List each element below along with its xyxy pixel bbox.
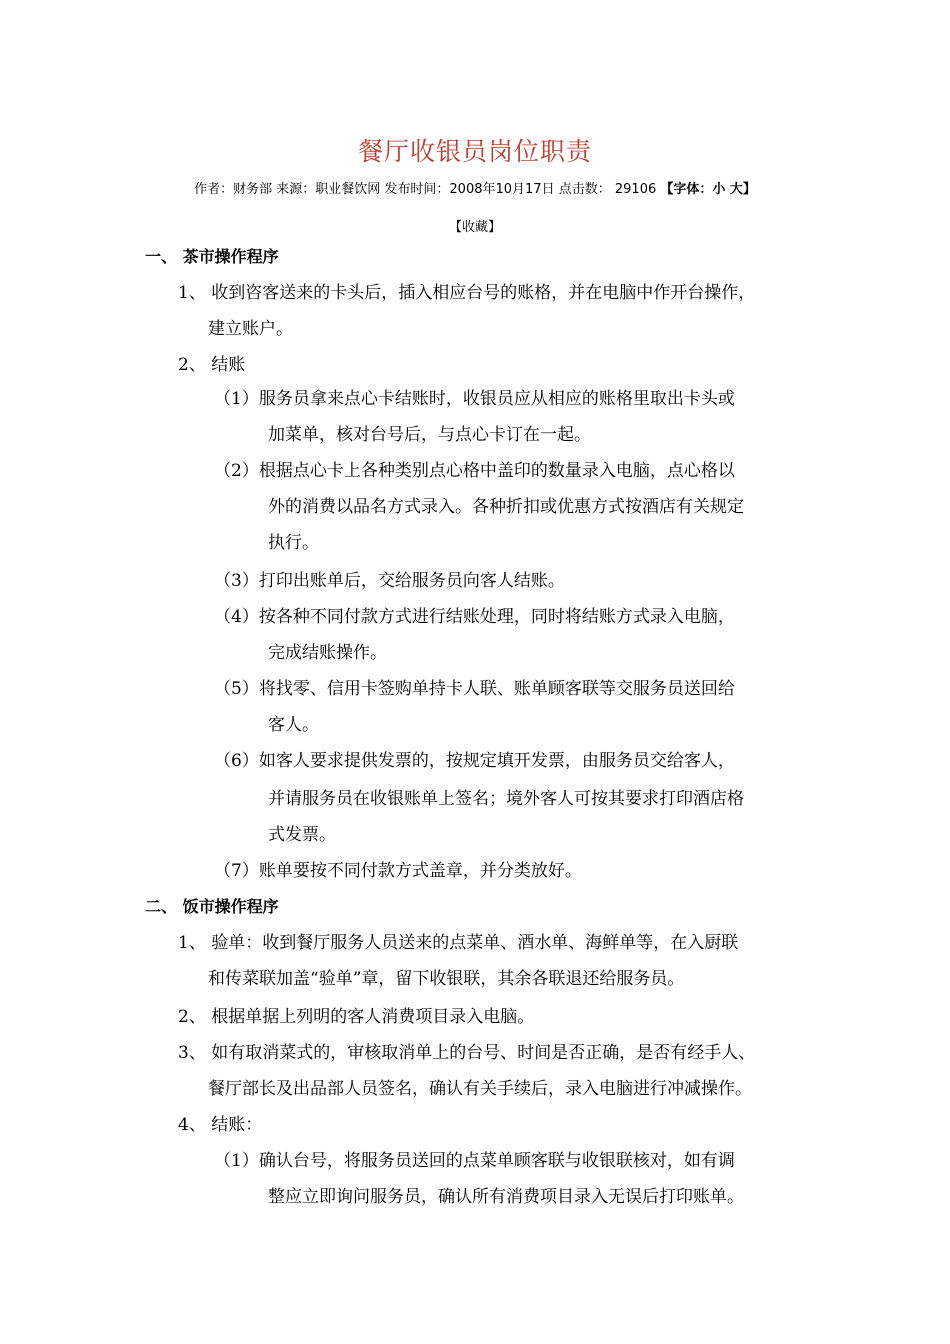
publish-date: 发布时间：2008年10月17日 (384, 182, 555, 197)
paragraph-line: 2、 根据单据上列明的客人消费项目录入电脑。 (178, 1007, 535, 1027)
favorite-link[interactable]: 【收藏】 (448, 220, 501, 235)
paragraph-line: 3、 如有取消菜式的，审核取消单上的台号、时间是否正确，是否有经手人、 (178, 1043, 756, 1063)
paragraph-line: （1）服务员拿来点心卡结账时，收银员应从相应的账格里取出卡头或 (214, 389, 735, 409)
author: 作者：财务部 (194, 182, 273, 197)
paragraph-line: 餐厅部长及出品部人员签名，确认有关手续后，录入电脑进行冲减操作。 (208, 1079, 752, 1099)
paragraph-line: 4、 结账： (178, 1115, 263, 1135)
paragraph-line: 完成结账操作。 (268, 643, 387, 663)
click-count: 29106 (614, 182, 657, 197)
paragraph-line: （7）账单要按不同付款方式盖章，并分类放好。 (214, 861, 582, 881)
paragraph-line: 和传菜联加盖“验单”章，留下收银联，其余各联退还给服务员。 (208, 969, 685, 989)
source: 来源：职业餐饮网 (276, 182, 381, 197)
page-title: 餐厅收银员岗位职责 (357, 137, 592, 166)
paragraph-line: 1、 收到咨客送来的卡头后，插入相应台号的账格，并在电脑中作开台操作， (178, 283, 756, 303)
paragraph-line: 执行。 (268, 533, 319, 553)
paragraph-line: 外的消费以品名方式录入。各种折扣或优惠方式按酒店有关规定 (268, 497, 744, 517)
paragraph-line: （1）确认台号，将服务员送回的点菜单顾客联与收银联核对，如有调 (214, 1151, 735, 1171)
section-heading: 二、 饭市操作程序 (145, 897, 279, 916)
article-meta (0, 178, 950, 197)
section-heading: 一、 茶市操作程序 (145, 247, 279, 266)
paragraph-line: 建立账户。 (208, 319, 293, 339)
paragraph-line: 1、 验单：收到餐厅服务人员送来的点菜单、酒水单、海鲜单等，在入厨联 (178, 933, 739, 953)
paragraph-line: 2、 结账 (178, 355, 246, 375)
paragraph-line: 整应立即询问服务员，确认所有消费项目录入无误后打印账单。 (268, 1187, 744, 1207)
paragraph-line: 客人。 (268, 715, 319, 735)
paragraph-line: （4）按各种不同付款方式进行结账处理，同时将结账方式录入电脑， (214, 607, 735, 627)
paragraph-line: （5）将找零、信用卡签购单持卡人联、账单顾客联等交服务员送回给 (214, 679, 735, 699)
clicks-label: 点击数： (558, 182, 611, 197)
paragraph-line: （3）打印出账单后，交给服务员向客人结账。 (214, 571, 565, 591)
paragraph-line: （2）根据点心卡上各种类别点心格中盖印的数量录入电脑，点心格以 (214, 461, 735, 481)
paragraph-line: （6）如客人要求提供发票的，按规定填开发票，由服务员交给客人， (214, 751, 735, 771)
paragraph-line: 并请服务员在收银账单上签名；境外客人可按其要求打印酒店格 (268, 789, 744, 809)
paragraph-line: 式发票。 (268, 825, 336, 845)
paragraph-line: 加菜单，核对台号后，与点心卡订在一起。 (268, 425, 591, 445)
font-size-control[interactable]: 【字体：小 大】 (660, 182, 756, 197)
